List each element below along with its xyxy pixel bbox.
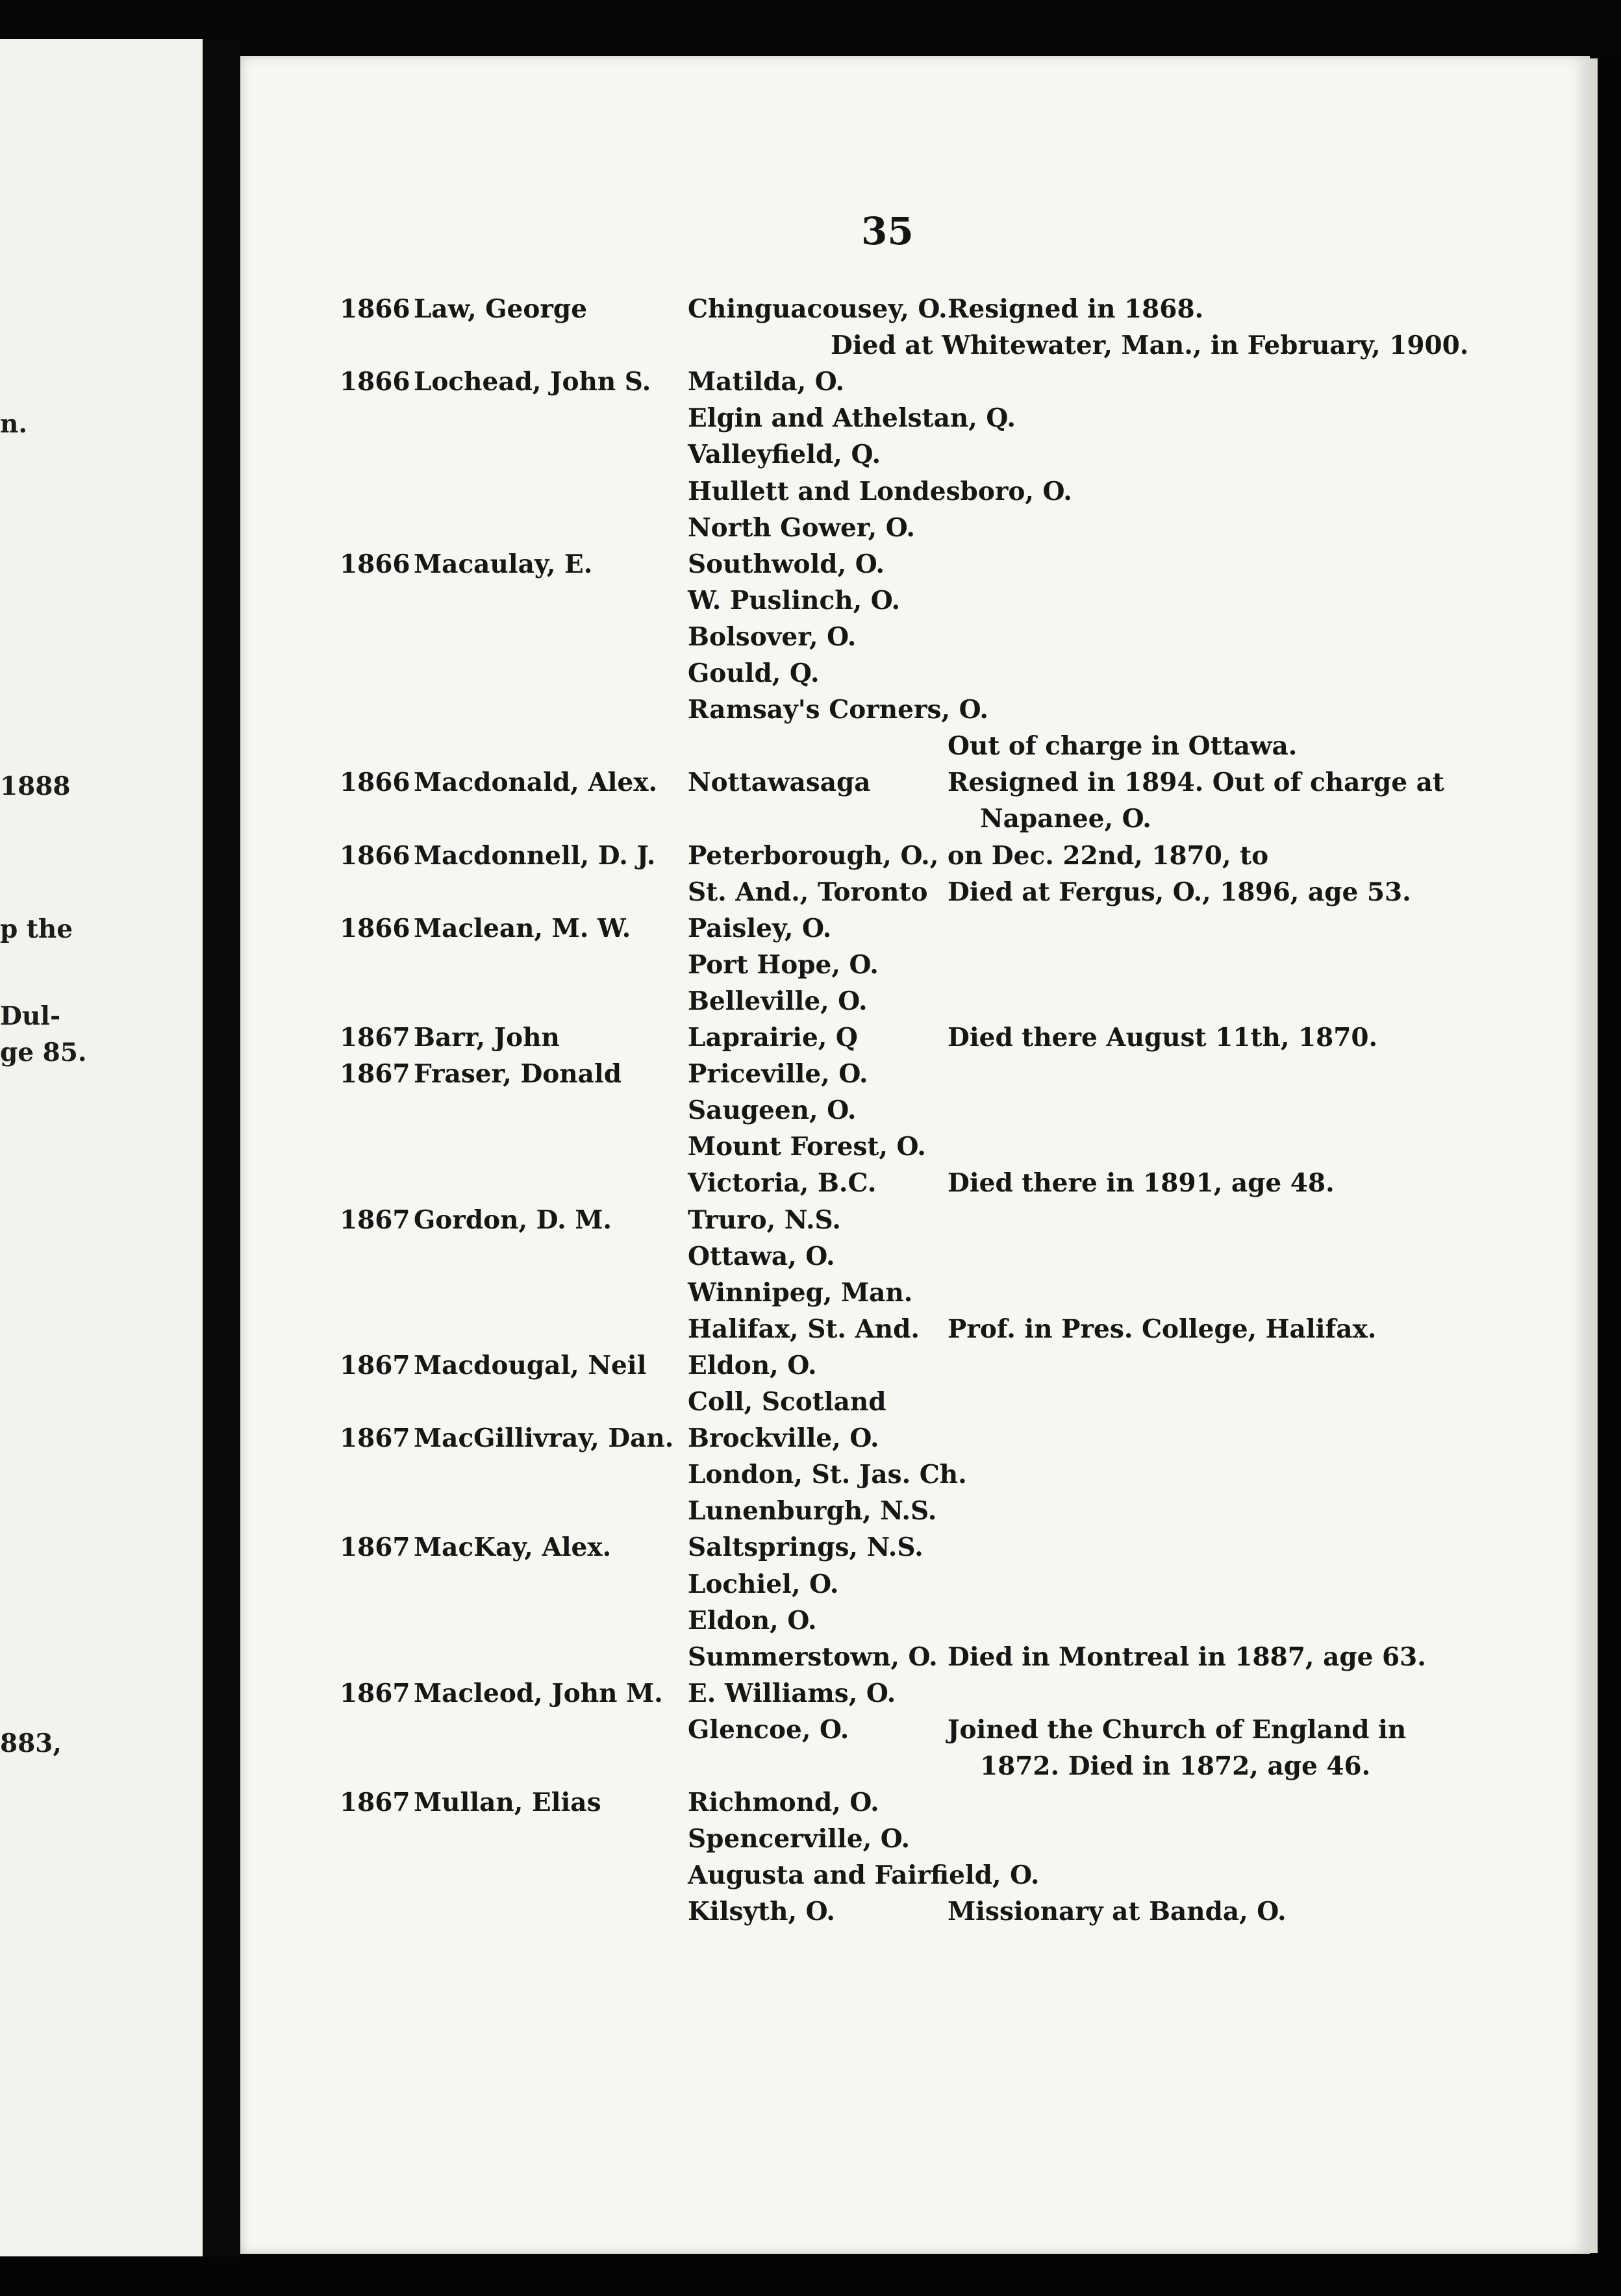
entry-year: 1867 — [340, 1532, 410, 1563]
register-row — [0, 947, 1494, 983]
entry-name: Lochead, John S. — [414, 367, 651, 397]
register-row — [0, 436, 1494, 473]
entry-place: Coll, Scotland — [688, 1387, 886, 1417]
entry-place: North Gower, O. — [688, 512, 915, 543]
entry-note: Died at Fergus, O., 1896, age 53. — [948, 877, 1411, 907]
entry-name: Maclean, M. W. — [414, 913, 631, 943]
register-row — [0, 655, 1494, 692]
register-row — [0, 327, 1494, 364]
register-row — [0, 1821, 1494, 1857]
register-row — [0, 838, 1494, 874]
entry-place: Summerstown, O. — [688, 1641, 938, 1672]
register-row — [0, 1748, 1494, 1784]
entry-place: Gould, Q. — [688, 658, 820, 688]
page-number: 35 — [861, 209, 914, 253]
entry-place: Peterborough, O., on Dec. 22nd, 1870, to — [688, 840, 1269, 871]
entry-place: Nottawasaga — [688, 767, 871, 798]
entry-place: Elgin and Athelstan, Q. — [688, 403, 1016, 434]
entry-place: Truro, N.S. — [688, 1204, 841, 1235]
entry-year: 1866 — [340, 294, 410, 324]
entry-place: Saugeen, O. — [688, 1095, 857, 1126]
scan-background-top — [0, 0, 1621, 53]
entry-note: Resigned in 1894. Out of charge at — [948, 767, 1444, 798]
entry-name: Macdonald, Alex. — [414, 767, 658, 798]
entry-place: Brockville, O. — [688, 1423, 879, 1454]
register-row — [0, 764, 1494, 801]
register-row — [0, 1784, 1494, 1821]
entry-place: Halifax, St. And. — [688, 1314, 920, 1344]
register-row — [0, 1092, 1494, 1129]
entry-place: Port Hope, O. — [688, 949, 879, 980]
entry-year: 1866 — [340, 840, 410, 871]
margin-fragment: 883, — [0, 1728, 62, 1758]
register-row — [0, 1347, 1494, 1384]
register-row — [0, 1202, 1494, 1238]
entry-name: Barr, John — [414, 1023, 560, 1053]
register-row — [0, 728, 1494, 764]
entry-place: Bolsover, O. — [688, 621, 857, 652]
margin-fragment: Dul- — [0, 1001, 61, 1031]
entry-year: 1867 — [340, 1788, 410, 1818]
entry-place: E. Williams, O. — [688, 1678, 896, 1708]
register-row — [0, 1420, 1494, 1456]
entry-place: Valleyfield, Q. — [688, 440, 881, 470]
register-row — [0, 1566, 1494, 1603]
entry-place: Eldon, O. — [688, 1350, 817, 1380]
entry-name: MacGillivray, Dan. — [414, 1423, 674, 1454]
entry-note: Joined the Church of England in — [948, 1714, 1407, 1745]
register-row — [0, 801, 1494, 837]
entry-name: Gordon, D. M. — [414, 1204, 612, 1235]
register-row — [0, 692, 1494, 728]
entry-note: Died in Montreal in 1887, age 63. — [948, 1641, 1426, 1672]
entry-year: 1867 — [340, 1678, 410, 1708]
entry-place: Ottawa, O. — [688, 1241, 835, 1271]
entry-note: Napanee, O. — [980, 804, 1151, 834]
register-row — [0, 1639, 1494, 1675]
register-row — [0, 582, 1494, 619]
margin-fragment: 1888 — [0, 771, 71, 801]
register-row — [0, 1311, 1494, 1347]
entry-place: Eldon, O. — [688, 1605, 817, 1636]
register-row — [0, 510, 1494, 546]
register-row — [0, 874, 1494, 910]
register-row — [0, 1893, 1494, 1930]
register-row — [0, 983, 1494, 1019]
entry-place: Matilda, O. — [688, 367, 845, 397]
register-row — [0, 1857, 1494, 1893]
register-row — [0, 1675, 1494, 1712]
entry-note: Prof. in Pres. College, Halifax. — [948, 1314, 1377, 1344]
margin-fragment: ge 85. — [0, 1038, 87, 1067]
register-row — [0, 364, 1494, 400]
entry-year: 1867 — [340, 1059, 410, 1090]
entry-place: W. Puslinch, O. — [688, 585, 901, 616]
entry-year: 1867 — [340, 1423, 410, 1454]
entry-note: Missionary at Banda, O. — [948, 1897, 1287, 1927]
register-row — [0, 546, 1494, 582]
register-row — [0, 910, 1494, 947]
entry-place: Hullett and Londesboro, O. — [688, 476, 1072, 506]
entry-name: Law, George — [414, 294, 588, 324]
scan-background-bottom — [0, 2256, 1621, 2296]
entry-place: Belleville, O. — [688, 986, 868, 1016]
register-row — [0, 1384, 1494, 1420]
register-row — [0, 1493, 1494, 1529]
entry-year: 1866 — [340, 367, 410, 397]
register-row — [0, 619, 1494, 655]
entry-note: Resigned in 1868. — [948, 294, 1204, 324]
entry-year: 1866 — [340, 913, 410, 943]
register-row — [0, 1712, 1494, 1748]
register-row — [0, 1165, 1494, 1201]
entry-place: Spencerville, O. — [688, 1824, 911, 1854]
entry-place: Augusta and Fairfield, O. — [688, 1860, 1040, 1891]
entry-year: 1867 — [340, 1204, 410, 1235]
entry-year: 1867 — [340, 1350, 410, 1380]
entry-place: Lunenburgh, N.S. — [688, 1496, 937, 1527]
register-row — [0, 1238, 1494, 1275]
entry-name: Macaulay, E. — [414, 549, 593, 579]
entry-name: Macdougal, Neil — [414, 1350, 647, 1380]
entry-note: 1872. Died in 1872, age 46. — [980, 1751, 1371, 1781]
register-row — [0, 1275, 1494, 1311]
entry-name: Mullan, Elias — [414, 1788, 601, 1818]
entry-name: Macleod, John M. — [414, 1678, 663, 1708]
page-edge — [1590, 58, 1598, 2253]
entry-place: St. And., Toronto — [688, 877, 928, 907]
entry-note: Died there in 1891, age 48. — [948, 1168, 1335, 1199]
entry-place: Southwold, O. — [688, 549, 885, 579]
entry-year: 1867 — [340, 1023, 410, 1053]
entry-year: 1866 — [340, 549, 410, 579]
register-row — [0, 1529, 1494, 1566]
entry-name: MacKay, Alex. — [414, 1532, 612, 1563]
entry-name: Fraser, Donald — [414, 1059, 622, 1090]
register-row — [0, 1603, 1494, 1639]
entry-note: Died there August 11th, 1870. — [948, 1023, 1378, 1053]
entry-note: Out of charge in Ottawa. — [948, 731, 1298, 762]
register-row — [0, 1056, 1494, 1092]
entry-place: Saltsprings, N.S. — [688, 1532, 924, 1563]
entry-place: Priceville, O. — [688, 1059, 868, 1090]
entry-place: Ramsay's Corners, O. — [688, 695, 988, 725]
entry-year: 1866 — [340, 767, 410, 798]
margin-fragment: p the — [0, 914, 73, 944]
entry-note: Died at Whitewater, Man., in February, 1900. — [831, 331, 1469, 361]
register-row — [0, 1456, 1494, 1493]
margin-fragment: n. — [0, 409, 27, 439]
entry-place: Paisley, O. — [688, 913, 832, 943]
entry-place: Victoria, B.C. — [688, 1168, 877, 1199]
entry-place: London, St. Jas. Ch. — [688, 1460, 967, 1490]
register-row — [0, 1019, 1494, 1056]
entry-place: Mount Forest, O. — [688, 1132, 926, 1162]
register-row — [0, 291, 1494, 327]
entry-place: Chinguacousey, O. — [688, 294, 948, 324]
entry-place: Laprairie, Q — [688, 1023, 858, 1053]
entry-place: Glencoe, O. — [688, 1714, 849, 1745]
entry-place: Winnipeg, Man. — [688, 1277, 913, 1308]
entry-name: Macdonnell, D. J. — [414, 840, 656, 871]
register-row — [0, 1129, 1494, 1165]
register-row — [0, 400, 1494, 436]
entry-place: Lochiel, O. — [688, 1569, 839, 1599]
entry-place: Richmond, O. — [688, 1788, 879, 1818]
entry-place: Kilsyth, O. — [688, 1897, 835, 1927]
register-row — [0, 473, 1494, 510]
